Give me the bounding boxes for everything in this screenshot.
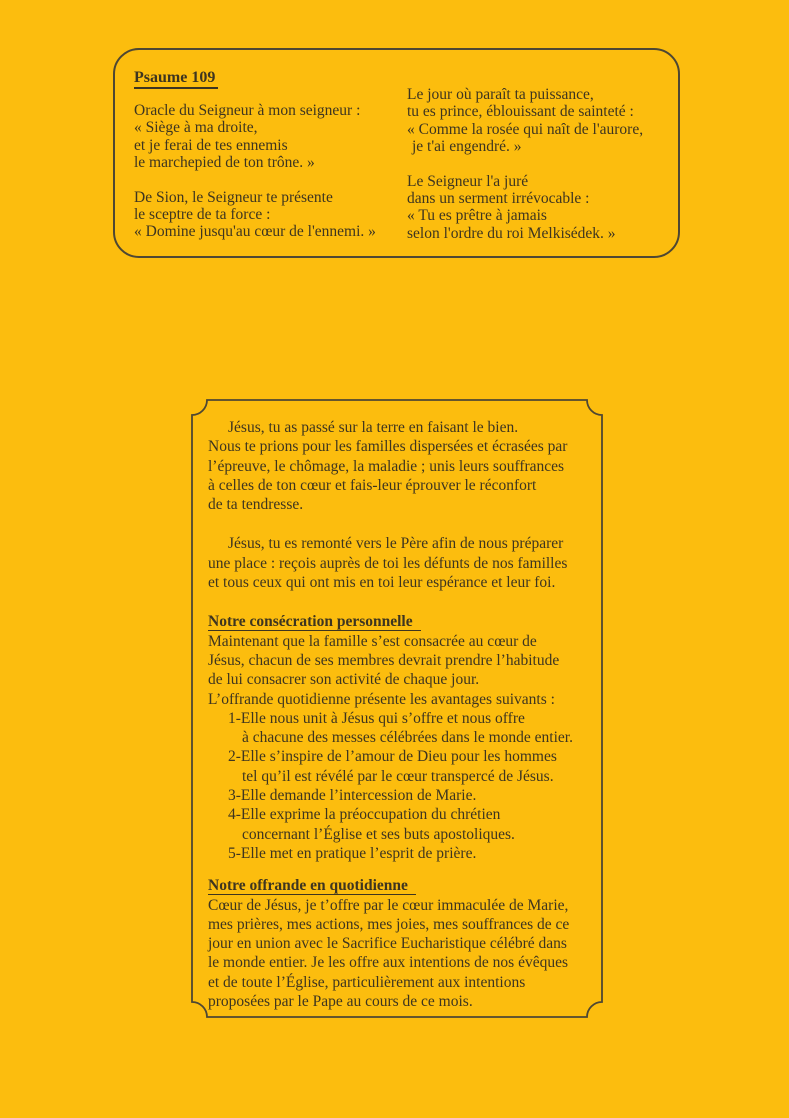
psalm-stanza [407, 173, 666, 243]
prayer-line: Jésus, chacun de ses membres devrait prendre l’habitude [208, 651, 560, 669]
psalm-stanza [134, 189, 407, 241]
consecration-heading [208, 612, 591, 631]
prayer-line: L’offrande quotidienne présente les avantages suivants : [208, 690, 555, 708]
prayer-line: une place : reçois auprès de toi les défunts de nos familles [208, 554, 568, 572]
list-item [208, 844, 591, 863]
psalm-right-column [407, 68, 666, 242]
psalm-left-column [134, 68, 407, 242]
prayer-paragraph [208, 418, 591, 514]
psalm-line: tu es prince, éblouissant de sainteté : [407, 103, 634, 121]
prayer-paragraph [208, 534, 591, 592]
prayer-line: de lui consacrer son activité de chaque jour. [208, 671, 480, 689]
prayer-box-content [208, 418, 591, 1011]
psalm-line: « Comme la rosée qui naît de l'aurore, [407, 120, 644, 138]
psalm-title-text: Psaume 109 [134, 69, 218, 89]
list-item [208, 786, 591, 805]
list-line: 2-Elle s’inspire de l’amour de Dieu pour les hommes [228, 748, 557, 766]
psalm-line: Oracle du Seigneur à mon seigneur : [134, 102, 361, 119]
psalm-box-content [115, 50, 678, 242]
list-item [208, 805, 591, 844]
list-line: 4-Elle exprime la préoccupation du chrétien [228, 806, 501, 824]
psalm-stanza [407, 86, 666, 156]
psalm-box [113, 48, 680, 258]
offering-heading [208, 876, 591, 895]
psalm-line: Le Seigneur l'a juré [407, 172, 529, 190]
prayer-line: proposées par le Pape au cours de ce mois. [208, 993, 473, 1011]
prayer-line: jour en union avec le Sacrifice Eucharistique célébré dans [208, 935, 567, 953]
prayer-line: Nous te prions pour les familles dispersées et écrasées par [208, 438, 568, 456]
prayer-line: mes prières, mes actions, mes joies, mes souffrances de ce [208, 915, 570, 933]
list-line: concernant l’Église et ses buts apostoliques. [242, 825, 515, 843]
prayer-line: et tous ceux qui ont mis en toi leur espérance et leur foi. [208, 574, 556, 592]
psalm-line: De Sion, le Seigneur te présente [134, 188, 333, 206]
offering-heading-text: Notre offrande en quotidienne [208, 877, 416, 895]
prayer-line: Jésus, tu es remonté vers le Père afin de nous préparer [228, 535, 564, 553]
list-line: 1-Elle nous unit à Jésus qui s’offre et nous offre [228, 709, 525, 727]
list-item [208, 747, 591, 786]
prayer-line: et de toute l’Église, particulièrement aux intentions [208, 973, 526, 991]
psalm-line: selon l'ordre du roi Melkisédek. » [407, 224, 616, 242]
consecration-heading-text: Notre consécration personnelle [208, 613, 421, 631]
prayer-line: l’épreuve, le chômage, la maladie ; unis leurs souffrances [208, 457, 565, 475]
psalm-line: le sceptre de ta force : [134, 206, 271, 224]
psalm-line: « Domine jusqu'au cœur de l'ennemi. » [134, 223, 376, 241]
list-item [208, 709, 591, 748]
psalm-line: « Siège à ma droite, [134, 119, 258, 137]
advantages-list [208, 709, 591, 863]
list-line: 5-Elle met en pratique l’esprit de prière. [228, 844, 477, 862]
prayer-line: Cœur de Jésus, je t’offre par le cœur immaculée de Marie, [208, 896, 569, 914]
prayer-line: de ta tendresse. [208, 496, 304, 514]
offering-section [208, 876, 591, 1011]
list-line: à chacune des messes célébrées dans le monde entier. [242, 729, 573, 747]
consecration-section [208, 612, 591, 863]
psalm-stanza [134, 102, 407, 172]
psalm-line: dans un serment irrévocable : [407, 190, 590, 208]
psalm-line: le marchepied de ton trône. » [134, 154, 315, 172]
psalm-line: et je ferai de tes ennemis [134, 136, 288, 154]
list-line: tel qu’il est révélé par le cœur transpercé de Jésus. [242, 767, 554, 785]
prayer-line: le monde entier. Je les offre aux intentions de nos évêques [208, 954, 568, 972]
prayer-box [191, 399, 603, 1018]
prayer-line: à celles de ton cœur et fais-leur éprouver le réconfort [208, 476, 537, 494]
prayer-line: Maintenant que la famille s’est consacrée au cœur de [208, 632, 537, 650]
psalm-title [134, 68, 407, 87]
psalm-line: « Tu es prêtre à jamais [407, 207, 547, 225]
psalm-line: je t'ai engendré. » [412, 138, 522, 156]
prayer-line: Jésus, tu as passé sur la terre en faisant le bien. [228, 419, 519, 436]
list-line: 3-Elle demande l’intercession de Marie. [228, 787, 477, 805]
psalm-line: Le jour où paraît ta puissance, [407, 86, 594, 103]
